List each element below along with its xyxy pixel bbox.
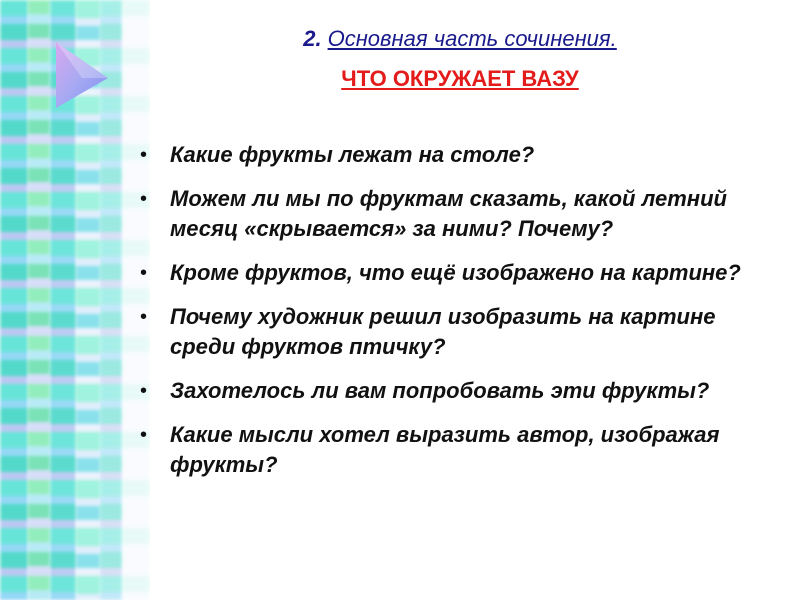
bullet-icon: •: [140, 188, 148, 210]
strip-column: [28, 0, 50, 600]
bullet-icon: •: [140, 380, 148, 402]
list-item: [140, 184, 780, 244]
play-triangle-icon: [52, 40, 112, 110]
decorative-side-strip: [0, 0, 150, 600]
list-item: [140, 420, 780, 480]
section-heading: [150, 26, 770, 52]
question-text: Кроме фруктов, что ещё изображено на картине?: [170, 260, 741, 285]
bullet-icon: •: [140, 306, 148, 328]
question-list: [140, 140, 780, 494]
list-item: [140, 140, 780, 170]
bullet-icon: •: [140, 424, 148, 446]
question-text: Какие фрукты лежат на столе?: [170, 142, 535, 167]
list-item: [140, 376, 780, 406]
question-text: Какие мысли хотел выразить автор, изображая фрукты?: [170, 422, 720, 477]
question-text: Можем ли мы по фруктам сказать, какой летний месяц «скрывается» за ними? Почему?: [170, 186, 727, 241]
page-subtitle: ЧТО ОКРУЖАЕТ ВАЗУ: [341, 66, 579, 91]
question-text: Почему художник решил изобразить на картине среди фруктов птичку?: [170, 304, 716, 359]
list-item: [140, 302, 780, 362]
question-text: Захотелось ли вам попробовать эти фрукты?: [170, 378, 710, 403]
section-title: Основная часть сочинения.: [327, 26, 617, 51]
list-item: [140, 258, 780, 288]
bullet-icon: •: [140, 144, 148, 166]
bullet-icon: •: [140, 262, 148, 284]
section-number: 2.: [303, 26, 322, 51]
strip-column: [0, 0, 28, 600]
